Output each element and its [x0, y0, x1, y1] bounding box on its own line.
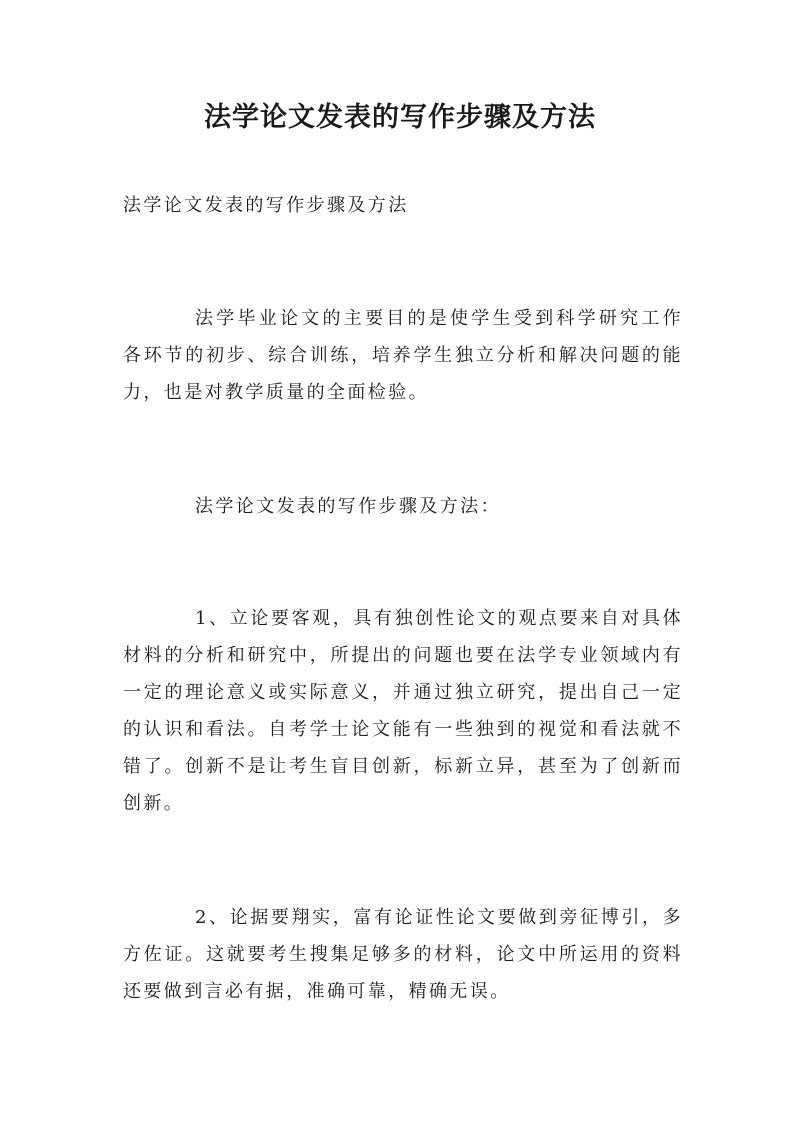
document-subtitle: 法学论文发表的写作步骤及方法 — [123, 195, 409, 216]
point-two-paragraph: 2、论据要翔实，富有论证性论文要做到旁征博引，多方佐证。这就要考生搜集足够多的材料，论文中所运用的资料还要做到言必有据，准确可靠，精确无误。 — [123, 907, 683, 1002]
document-title: 法学论文发表的写作步骤及方法 — [204, 102, 596, 133]
section-heading-paragraph: 法学论文发表的写作步骤及方法： — [195, 496, 501, 517]
point-one-paragraph: 1、立论要客观，具有独创性论文的观点要来自对具体材料的分析和研究中，所提出的问题也要在法学专业领域内有一定的理论意义或实际意义，并通过独立研究，提出自己一定的认识和看法。自考学士论文能有一些独到的视觉和看法就不错了。创新不是让考生盲目创新，标新立异，甚至为了创新而创新。 — [123, 608, 683, 814]
intro-paragraph: 法学毕业论文的主要目的是使学生受到科学研究工作各环节的初步、综合训练，培养学生独立分析和解决问题的能力，也是对教学质量的全面检验。 — [123, 308, 683, 403]
